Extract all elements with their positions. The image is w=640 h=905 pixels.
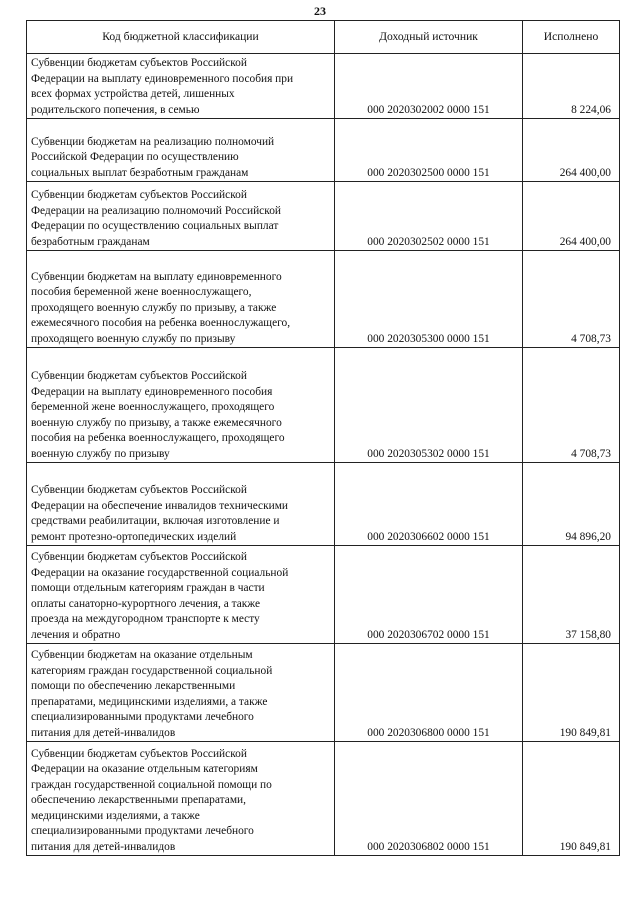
table-row bbox=[27, 119, 620, 182]
row-description: Субвенции бюджетам на оказание отдельным категориям граждан государственной социальной помощи по обеспечению лекарственными препаратами, медицинскими изделиями, а также специализированными продуктами лечебного питания для детей-инвалидов bbox=[27, 644, 335, 742]
row-source: 000 2020302002 0000 151 bbox=[335, 54, 523, 119]
table-row bbox=[27, 644, 620, 742]
row-value: 4 708,73 bbox=[523, 348, 620, 463]
row-description: Субвенции бюджетам на реализацию полномочий Российской Федерации по осуществлению социальных выплат безработным гражданам bbox=[27, 119, 335, 182]
row-source: 000 2020306702 0000 151 bbox=[335, 546, 523, 644]
table-row bbox=[27, 251, 620, 348]
row-description: Субвенции бюджетам субъектов Российской Федерации на реализацию полномочий Российской Федерации по осуществлению социальных выплат безработным гражданам bbox=[27, 182, 335, 251]
row-value: 8 224,06 bbox=[523, 54, 620, 119]
row-value: 37 158,80 bbox=[523, 546, 620, 644]
row-description: Субвенции бюджетам на выплату единовременного пособия беременной жене военнослужащего, проходящего военную службу по призыву, а также ежемесячного пособия на ребенка военнослужащего, проходящего военную службу по призыву bbox=[27, 251, 335, 348]
row-description: Субвенции бюджетам субъектов Российской Федерации на обеспечение инвалидов техническими средствами реабилитации, включая изготовление и ремонт протезно-ортопедических изделий bbox=[27, 463, 335, 546]
table-row bbox=[27, 182, 620, 251]
table-row bbox=[27, 546, 620, 644]
header-code: Код бюджетной классификации bbox=[27, 21, 335, 54]
row-source: 000 2020306602 0000 151 bbox=[335, 463, 523, 546]
table-row bbox=[27, 348, 620, 463]
row-description: Субвенции бюджетам субъектов Российской Федерации на выплату единовременного пособия беременной жене военнослужащего, проходящего военную службу по призыву, а также ежемесячного пособия на ребенка военнослужащего, проходящего военную службу по призыву bbox=[27, 348, 335, 463]
table-row bbox=[27, 742, 620, 856]
header-source: Доходный источник bbox=[335, 21, 523, 54]
row-value: 190 849,81 bbox=[523, 644, 620, 742]
table-row bbox=[27, 54, 620, 119]
row-source: 000 2020302502 0000 151 bbox=[335, 182, 523, 251]
row-value: 94 896,20 bbox=[523, 463, 620, 546]
table-row bbox=[27, 463, 620, 546]
row-value: 264 400,00 bbox=[523, 182, 620, 251]
page-number: 23 bbox=[314, 4, 326, 18]
row-description: Субвенции бюджетам субъектов Российской Федерации на оказание отдельным категориям граждан государственной социальной помощи по обеспечению лекарственными препаратами, медицинскими изделиями, а также специализированными продуктами лечебного питания для детей-инвалидов bbox=[27, 742, 335, 856]
row-source: 000 2020305302 0000 151 bbox=[335, 348, 523, 463]
header-executed: Исполнено bbox=[523, 21, 620, 54]
row-source: 000 2020302500 0000 151 bbox=[335, 119, 523, 182]
row-source: 000 2020306802 0000 151 bbox=[335, 742, 523, 856]
row-value: 190 849,81 bbox=[523, 742, 620, 856]
table-header-row bbox=[27, 21, 620, 54]
row-source: 000 2020305300 0000 151 bbox=[335, 251, 523, 348]
row-description: Субвенции бюджетам субъектов Российской Федерации на выплату единовременного пособия при всех формах устройства детей, лишенных родительского попечения, в семью bbox=[27, 54, 335, 119]
row-value: 4 708,73 bbox=[523, 251, 620, 348]
row-description: Субвенции бюджетам субъектов Российской Федерации на оказание государственной социальной помощи отдельным категориям граждан в части оплаты санаторно-курортного лечения, а также проезда на междугородном транспорте к месту лечения и обратно bbox=[27, 546, 335, 644]
row-value: 264 400,00 bbox=[523, 119, 620, 182]
row-source: 000 2020306800 0000 151 bbox=[335, 644, 523, 742]
budget-table bbox=[26, 20, 620, 856]
